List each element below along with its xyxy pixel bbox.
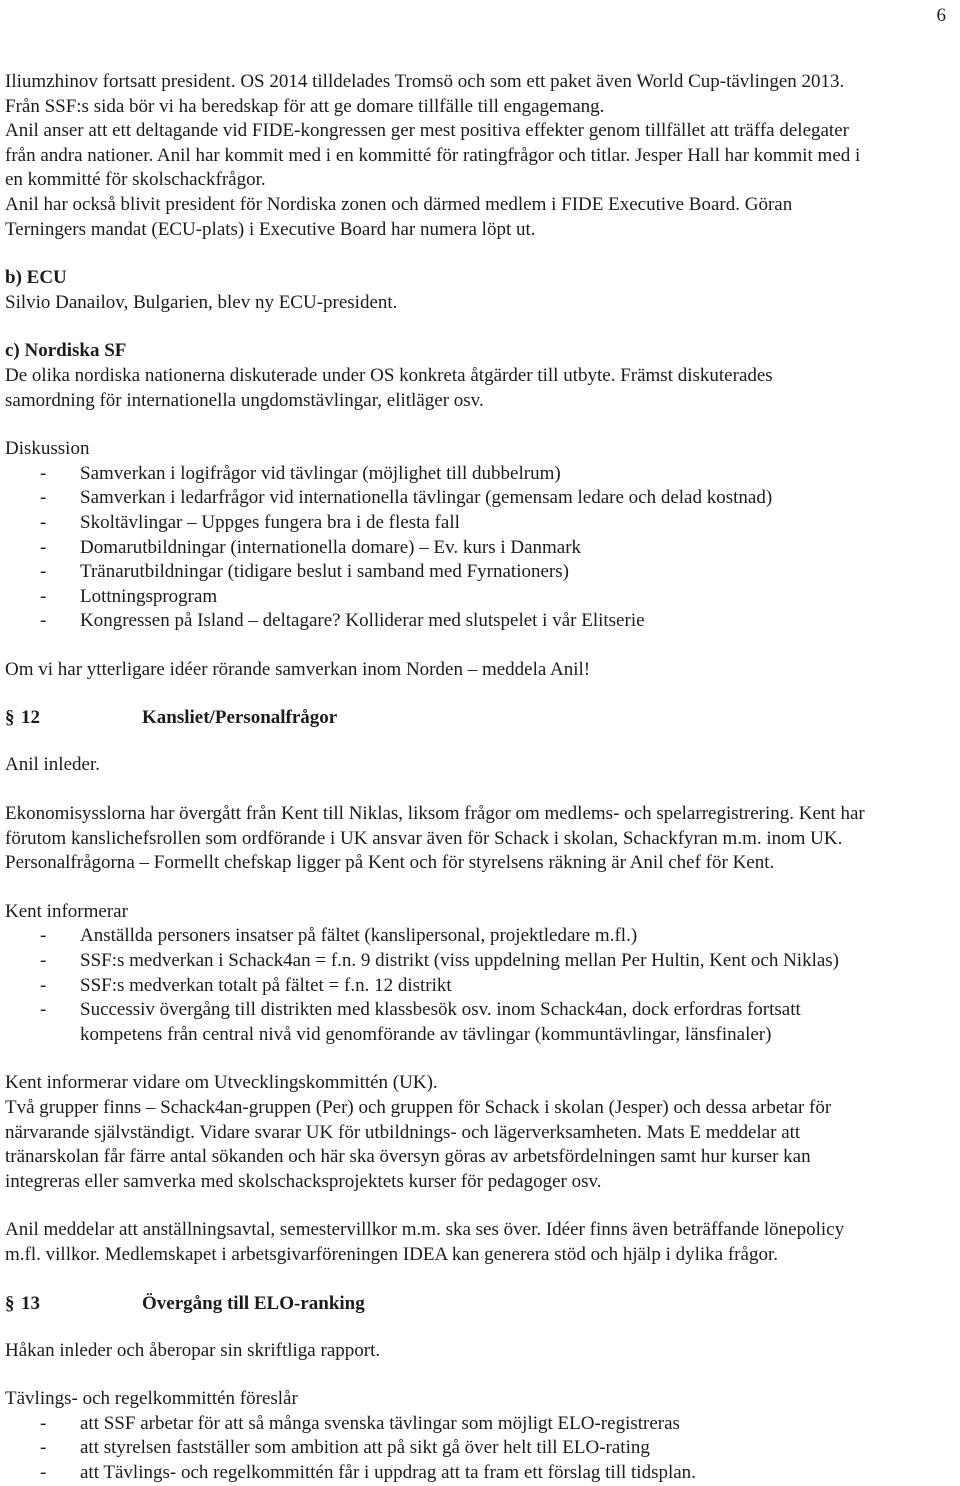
section-heading-12 [5, 706, 955, 731]
list-item: - att SSF arbetar för att så många svenska tävlingar som möjligt ELO-registreras [40, 1412, 680, 1434]
section-symbol: § [5, 1292, 15, 1314]
text-line: Terningers mandat (ECU-plats) i Executive Board har numera löpt ut. [5, 218, 536, 240]
section-heading-13 [5, 1292, 955, 1317]
ecu-section [5, 266, 955, 315]
diskussion-section [5, 437, 955, 634]
list-item: - SSF:s medverkan totalt på fältet = f.n. 12 distrikt [40, 974, 452, 996]
text-line: De olika nordiska nationerna diskuterade under OS konkreta åtgärder till utbyte. Främst diskuterades [5, 364, 773, 386]
section-title: Övergång till ELO-ranking [142, 1292, 365, 1314]
document-body [5, 70, 955, 1486]
subheading-nordiska: c) Nordiska SF [5, 340, 127, 362]
list-item: - Samverkan i ledarfrågor vid internationella tävlingar (gemensam ledare och delad kostnad) [40, 487, 773, 509]
text-line: Från SSF:s sida bör vi ha beredskap för att ge domare tillfälle till engagemang. [5, 95, 605, 117]
text-line: en kommitté för skolschackfrågor. [5, 169, 266, 191]
section-symbol: § [5, 707, 15, 729]
section12-paragraph-1 [5, 802, 955, 876]
committee-list [5, 1412, 955, 1486]
committee-proposal-section [5, 1387, 955, 1485]
text-line: Ekonomisysslorna har övergått från Kent till Niklas, liksom frågor om medlems- och spelarregistrering. Kent har [5, 803, 865, 825]
text-line: m.fl. villkor. Medlemskapet i arbetsgivarföreningen IDEA kan generera stöd och hjälp i dylika frågor. [5, 1243, 778, 1265]
section12-paragraph-2 [5, 1071, 955, 1194]
text-line: integreras eller samverka med skolschacksprojektets kurser för pedagoger osv. [5, 1170, 602, 1192]
text-line: Två grupper finns – Schack4an-gruppen (Per) och gruppen för Schack i skolan (Jesper) och dessa arbetar för [5, 1097, 832, 1118]
subheading-ecu: b) ECU [5, 267, 67, 289]
text-line: Anil har också blivit president för Nordiska zonen och därmed medlem i FIDE Executive Board. Göran [5, 193, 793, 215]
list-item: - Samverkan i logifrågor vid tävlingar (möjlighet till dubbelrum) [40, 462, 561, 484]
list-item: - Domarutbildningar (internationella domare) – Ev. kurs i Danmark [40, 536, 582, 558]
page-number: 6 [936, 5, 946, 26]
section-number: 13 [21, 1292, 40, 1314]
kent-informerar-section [5, 900, 955, 1048]
list-item: - Anställda personers insatser på fältet (kanslipersonal, projektledare m.fl.) [40, 925, 638, 947]
text-line: Kent informerar vidare om Utvecklingskommittén (UK). [5, 1072, 438, 1094]
diskussion-heading: Diskussion [5, 438, 90, 460]
text-line: Iliumzhinov fortsatt president. OS 2014 tilldelades Tromsö och som ett paket även World Cup-tävlingen 2013. [5, 71, 845, 92]
list-item: - SSF:s medverkan i Schack4an = f.n. 9 distrikt (viss uppdelning mellan Per Hultin, Kent och Niklas) [40, 950, 840, 972]
nordiska-section [5, 339, 955, 413]
kent-heading: Kent informerar [5, 900, 128, 922]
text-line: förutom kanslichefsrollen som ordförande i UK ansvar även för Schack i skolan, Schackfyran m.m. inom UK. [5, 827, 843, 849]
text-line: Personalfrågorna – Formellt chefskap ligger på Kent och för styrelsens räkning är Anil chef för Kent. [5, 852, 775, 874]
list-item: - Skoltävlingar – Uppges fungera bra i de flesta fall [40, 511, 460, 533]
text-line: Silvio Danailov, Bulgarien, blev ny ECU-president. [5, 291, 398, 313]
text-line: från andra nationer. Anil har kommit med i en kommitté för ratingfrågor och titlar. Jesper Hall har kommit med i [5, 144, 861, 166]
list-item: - Successiv övergång till distrikten med klassbesök osv. inom Schack4an, dock erfordras fortsatt kompetens från central nivå vid genomförande av tävlingar (kommuntävlingar, länsfinaler) [40, 999, 801, 1045]
section12-intro: Anil inleder. [5, 754, 100, 776]
list-item: - att styrelsen fastställer som ambition att på sikt gå över helt till ELO-rating [40, 1437, 650, 1459]
kent-list [5, 924, 955, 1047]
diskussion-list [5, 462, 955, 634]
text-line: närvarande självständigt. Vidare svarar UK för utbildnings- och lägerverksamheten. Mats E meddelar att [5, 1121, 801, 1143]
list-item: - att Tävlings- och regelkommittén får i uppdrag att ta fram ett förslag till tidsplan. [40, 1461, 696, 1483]
diskussion-closing: Om vi har ytterligare idéer rörande samverkan inom Norden – meddela Anil! [5, 658, 591, 680]
section12-paragraph-3 [5, 1218, 955, 1267]
text-line: tränarskolan får färre antal sökanden och här ska översyn göras av arbetsfördelningen samt hur kurser kan [5, 1146, 811, 1168]
text-line: Anil meddelar att anställningsavtal, semestervillkor m.m. ska ses över. Idéer finns även beträffande lönepolicy [5, 1219, 845, 1241]
section-title: Kansliet/Personalfrågor [142, 707, 338, 729]
list-item: - Tränarutbildningar (tidigare beslut i samband med Fyrnationers) [40, 561, 569, 583]
section-number: 12 [21, 707, 40, 729]
intro-paragraph [5, 70, 955, 242]
section13-intro: Håkan inleder och åberopar sin skriftliga rapport. [5, 1339, 381, 1361]
text-line: samordning för internationella ungdomstävlingar, elitläger osv. [5, 389, 484, 411]
list-item: - Lottningsprogram [40, 585, 218, 607]
text-line: Anil anser att ett deltagande vid FIDE-kongressen ger mest positiva effekter genom tillfället att träffa delegater [5, 120, 849, 142]
list-item: - Kongressen på Island – deltagare? Kolliderar med slutspelet i vår Elitserie [40, 610, 645, 632]
committee-heading: Tävlings- och regelkommittén föreslår [5, 1388, 298, 1410]
